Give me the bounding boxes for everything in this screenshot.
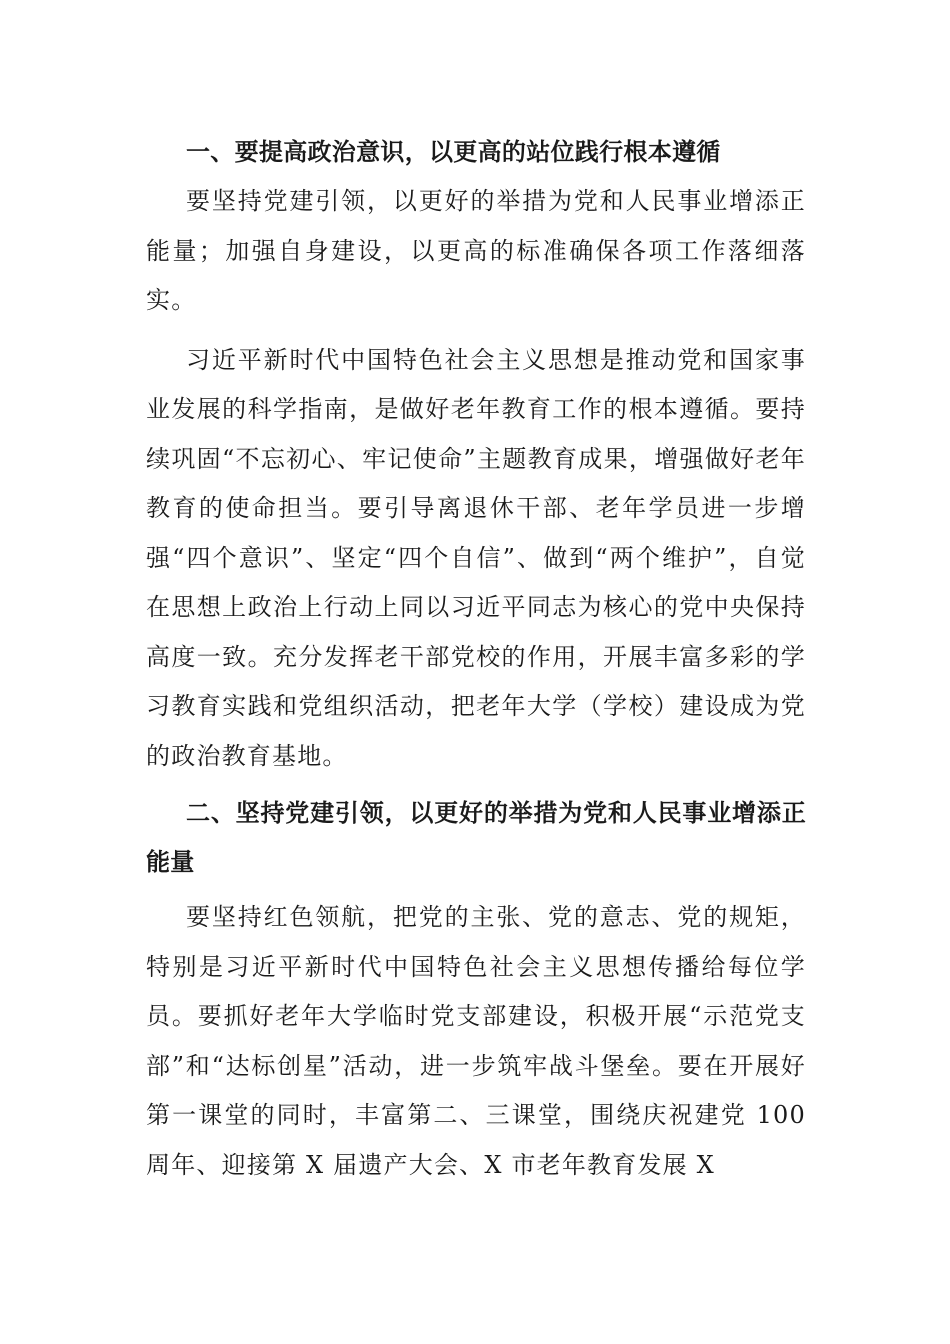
section-heading-2: 二、坚持党建引领，以更好的举措为党和人民事业增添正能量	[146, 799, 806, 876]
paragraph-1: 要坚持党建引领，以更好的举措为党和人民事业增添正能量；加强自身建设，以更高的标准确保各项工作落细落实。	[146, 187, 806, 314]
document-page	[146, 128, 806, 1190]
paragraph-3: 要坚持红色领航，把党的主张、党的意志、党的规矩，特别是习近平新时代中国特色社会主义思想传播给每位学员。要抓好老年大学临时党支部建设，积极开展“示范党支部”和“达标创星”活动，进一步筑牢战斗堡垒。要在开展好第一课堂的同时，丰富第二、三课堂，围绕庆祝建党 100 周年、迎接第 X 届遗产大会、X 市老年教育发展 X	[146, 903, 806, 1179]
section-heading-1: 一、要提高政治意识，以更高的站位践行根本遵循	[186, 138, 721, 166]
paragraph-2: 习近平新时代中国特色社会主义思想是推动党和国家事业发展的科学指南，是做好老年教育工作的根本遵循。要持续巩固“不忘初心、牢记使命”主题教育成果，增强做好老年教育的使命担当。要引导离退休干部、老年学员进一步增强“四个意识”、坚定“四个自信”、做到“两个维护”，自觉在思想上政治上行动上同以习近平同志为核心的党中央保持高度一致。充分发挥老干部党校的作用，开展丰富多彩的学习教育实践和党组织活动，把老年大学（学校）建设成为党的政治教育基地。	[146, 345, 806, 770]
